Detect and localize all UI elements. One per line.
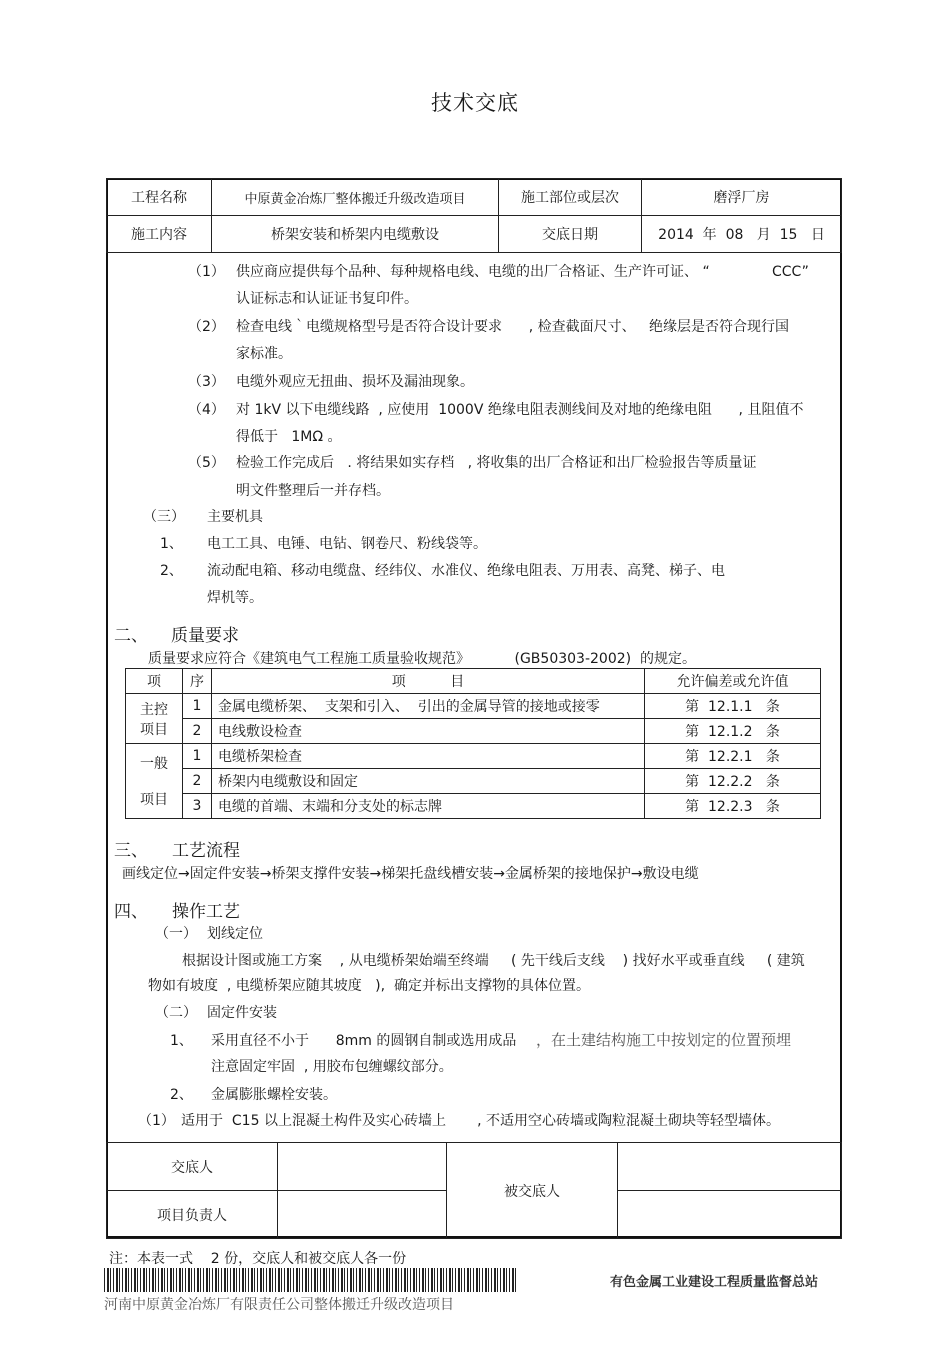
receiver-signature-bottom[interactable]	[618, 1191, 842, 1239]
tools-heading: 主要机具	[207, 509, 263, 525]
manager-label: 项目负责人	[107, 1191, 278, 1239]
item-1-line2: 认证标志和认证证书复印件。	[236, 291, 418, 307]
item-2-line1: 检查电线｀电缆规格型号是否符合设计要求 , 检查截面尺寸、 绝缘层是否符合现行国	[236, 319, 789, 335]
op-subitem-text: 适用于 C15 以上混凝土构件及实心砖墙上 , 不适用空心砖墙或陶粒混凝土砌块等轻型墙体。	[181, 1113, 780, 1129]
op-item1-line1b: ，在土建结构施工中按划定的位置预埋	[536, 1031, 792, 1049]
process-num: 三、	[114, 841, 148, 861]
item-4-line2: 得低于 1MΩ 。	[236, 429, 342, 445]
project-name-label: 工程名称	[107, 179, 212, 216]
quality-table	[125, 668, 821, 819]
signature-table	[106, 1142, 842, 1239]
process-flow: 画线定位→固定件安装→桥架支撑件安装→梯架托盘线槽安装→金属桥架的接地保护→敷设电缆	[122, 866, 699, 882]
op-item1-num: 1、	[170, 1033, 193, 1049]
item-2-num: （2）	[188, 319, 225, 335]
op-item2-num: 2、	[170, 1087, 193, 1103]
op-sub1-heading: 划线定位	[207, 926, 263, 942]
qt-row-value: 第 12.1.1 条	[645, 694, 821, 719]
manager-signature[interactable]	[278, 1191, 447, 1239]
qt-row-item: 电缆桥架检查	[212, 744, 645, 769]
item-2-line2: 家标准。	[236, 346, 292, 362]
qt-general-label-1: 一般	[140, 756, 168, 772]
tool-1-text: 电工工具、电锤、电钻、钢卷尺、粉线袋等。	[207, 536, 487, 552]
item-4-num: （4）	[188, 402, 225, 418]
tools-num: （三）	[143, 509, 185, 525]
qt-row-value: 第 12.2.1 条	[645, 744, 821, 769]
qt-main-category	[126, 694, 183, 744]
operation-num: 四、	[114, 902, 148, 922]
document-title: 技术交底	[431, 91, 519, 115]
qt-general-label-2: 项目	[140, 792, 168, 808]
qt-general-category	[126, 744, 183, 819]
header-table	[106, 178, 842, 253]
item-1-line1: 供应商应提供每个品种、每种规格电线、电缆的出厂合格证、生产许可证、 “ CCC”	[236, 264, 809, 280]
tool-2-line2: 焊机等。	[207, 590, 263, 606]
content-label: 施工内容	[107, 216, 212, 253]
op-item1-line1a: 采用直径不小于 8mm 的圆钢自制或选用成品	[211, 1033, 517, 1049]
qt-row-item: 电线敷设检查	[212, 719, 645, 744]
item-3-line1: 电缆外观应无扭曲、损坏及漏油现象。	[236, 374, 474, 390]
item-5-line2: 明文件整理后一并存档。	[236, 483, 390, 499]
date-value: 2014 年 08 月 15 日	[642, 216, 842, 253]
op-item2-text: 金属膨胀螺栓安装。	[211, 1087, 337, 1103]
qt-header-category: 项	[126, 669, 183, 694]
qt-row-value: 第 12.2.2 条	[645, 769, 821, 794]
op-sub1-num: （一）	[155, 926, 197, 942]
qt-row-item: 电缆的首端、末端和分支处的标志牌	[212, 794, 645, 819]
footer-note: 注：本表一式 2 份，交底人和被交底人各一份	[109, 1251, 407, 1267]
op-item1-line2: 注意固定牢固 , 用胶布包缠螺纹部分。	[211, 1059, 453, 1075]
location-label: 施工部位或层次	[499, 179, 642, 216]
tool-1-num: 1、	[160, 536, 183, 552]
qt-row-seq: 1	[183, 694, 212, 719]
quality-intro: 质量要求应符合《建筑电气工程施工质量验收规范》 (GB50303-2002) 的规定。	[148, 651, 696, 667]
operation-heading: 操作工艺	[172, 902, 240, 922]
qt-row-value: 第 12.2.3 条	[645, 794, 821, 819]
op-subitem-num: （1）	[138, 1113, 175, 1129]
item-3-num: （3）	[188, 374, 225, 390]
qt-main-label-1: 主控	[140, 701, 168, 718]
qt-header-item: 项 目	[212, 669, 645, 694]
item-5-num: （5）	[188, 455, 225, 471]
qt-main-label-2: 项目	[140, 721, 168, 738]
barcode	[104, 1268, 516, 1292]
quality-heading: 质量要求	[171, 626, 239, 646]
supervision-station: 有色金属工业建设工程质量监督总站	[610, 1275, 819, 1290]
qt-row-seq: 2	[183, 769, 212, 794]
tool-2-num: 2、	[160, 563, 183, 579]
qt-row-value: 第 12.1.2 条	[645, 719, 821, 744]
qt-header-value: 允许偏差或允许值	[645, 669, 821, 694]
op-sub2-num: （二）	[155, 1005, 197, 1021]
qt-row-item: 桥架内电缆敷设和固定	[212, 769, 645, 794]
location-value: 磨浮厂房	[642, 179, 842, 216]
qt-header-seq: 序	[183, 669, 212, 694]
discloser-label: 交底人	[107, 1143, 278, 1191]
qt-row-seq: 3	[183, 794, 212, 819]
company-name: 河南中原黄金冶炼厂有限责任公司整体搬迁升级改造项目	[104, 1297, 454, 1313]
op-sub1-line1: 根据设计图或施工方案 , 从电缆桥架始端至终端 ( 先干线后支线 ) 找好水平或垂直线 ( 建筑	[182, 953, 805, 969]
date-label: 交底日期	[499, 216, 642, 253]
qt-row-seq: 1	[183, 744, 212, 769]
receiver-label: 被交底人	[447, 1143, 618, 1239]
item-1-num: （1）	[188, 264, 225, 280]
qt-row-seq: 2	[183, 719, 212, 744]
item-5-line1: 检验工作完成后 . 将结果如实存档 , 将收集的出厂合格证和出厂检验报告等质量证	[236, 455, 757, 471]
receiver-signature-top[interactable]	[618, 1143, 842, 1191]
qt-row-item: 金属电缆桥架、 支架和引入、 引出的金属导管的接地或接零	[212, 694, 645, 719]
content-value: 桥架安装和桥架内电缆敷设	[212, 216, 499, 253]
op-sub1-line2: 物如有坡度 , 电缆桥架应随其坡度 ), 确定并标出支撑物的具体位置。	[148, 978, 590, 994]
process-heading: 工艺流程	[172, 841, 240, 861]
project-name-value: 中原黄金冶炼厂整体搬迁升级改造项目	[212, 179, 499, 216]
discloser-signature[interactable]	[278, 1143, 447, 1191]
quality-num: 二、	[114, 626, 148, 646]
item-4-line1: 对 1kV 以下电缆线路 , 应使用 1000V 绝缘电阻表测线间及对地的绝缘电阻 , 且阻值不	[236, 402, 804, 418]
tool-2-line1: 流动配电箱、移动电缆盘、经纬仪、水准仪、绝缘电阻表、万用表、高凳、梯子、电	[207, 563, 725, 579]
op-sub2-heading: 固定件安装	[207, 1005, 277, 1021]
